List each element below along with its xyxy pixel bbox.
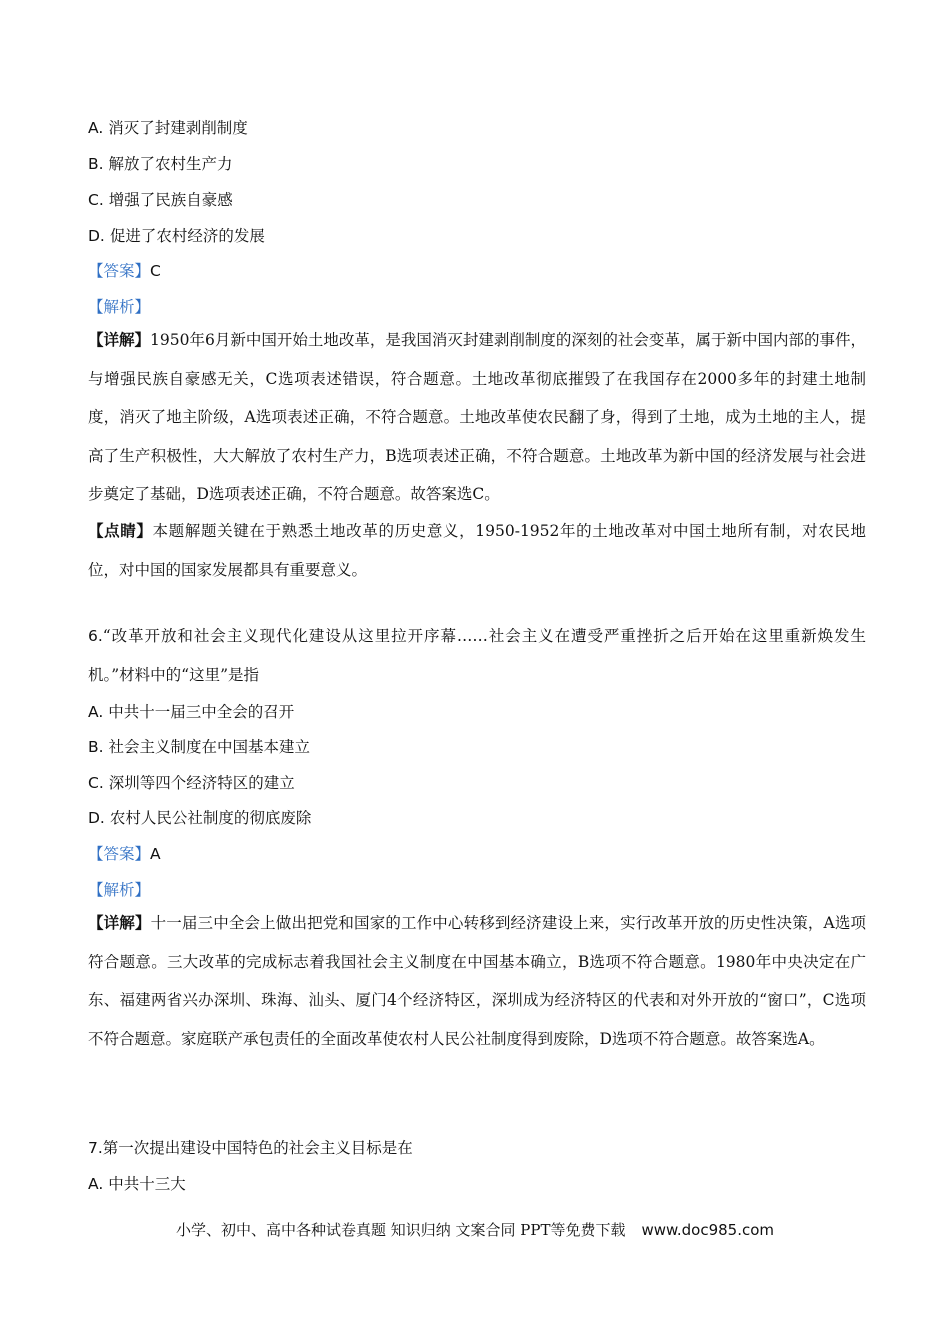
q6-option-a xyxy=(88,700,294,722)
option-text: 解放了农村生产力 xyxy=(108,155,233,173)
q6-answer xyxy=(88,842,161,864)
detail-tag: 【详解】 xyxy=(88,330,151,349)
option-text: 农村人民公社制度的彻底废除 xyxy=(109,809,312,827)
option-letter: C. xyxy=(88,191,104,209)
option-letter: A. xyxy=(88,1175,104,1193)
option-letter: B. xyxy=(88,155,104,173)
q6-stem xyxy=(88,617,866,694)
detail-text: 十一届三中全会上做出把党和国家的工作中心转移到经济建设上来，实行改革开放的历史性决策，A选项符合题意。三大改革的完成标志着我国社会主义制度在中国基本确立，B选项不符合题意。1980年中央决定在广东、福建两省兴办深圳、珠海、汕头、厦门4个经济特区，深圳成为经济特区的代表和对外开放的“窗口”，C选项不符合题意。家庭联产承包责任的全面改革使农村人民公社制度得到废除，D选项不符合题意。故答案选A。 xyxy=(88,914,866,1048)
analysis-tag: 【解析】 xyxy=(88,881,151,899)
q6-detail xyxy=(88,904,866,1058)
option-letter: D. xyxy=(88,227,105,245)
footer-url[interactable]: www.doc985.com xyxy=(641,1221,775,1239)
option-text: 深圳等四个经济特区的建立 xyxy=(108,774,295,792)
option-letter: B. xyxy=(88,738,104,756)
q5-option-b xyxy=(88,152,233,174)
q6-analysis-tag xyxy=(88,878,150,900)
q5-analysis-tag xyxy=(88,295,150,317)
detail-tag: 【详解】 xyxy=(88,913,151,932)
q5-detail xyxy=(88,321,866,514)
page-footer xyxy=(0,1219,950,1240)
analysis-tag: 【解析】 xyxy=(88,298,151,316)
question-number: 7. xyxy=(88,1139,103,1157)
answer-value: A xyxy=(150,845,161,863)
option-letter: A. xyxy=(88,119,104,137)
q5-option-d xyxy=(88,224,265,246)
q5-option-a xyxy=(88,116,248,138)
option-text: 社会主义制度在中国基本建立 xyxy=(108,738,311,756)
q7-option-a xyxy=(88,1172,186,1194)
option-text: 中共十一届三中全会的召开 xyxy=(108,703,295,721)
detail-text: 1950年6月新中国开始土地改革，是我国消灭封建剥削制度的深刻的社会变革，属于新中国内部的事件，与增强民族自豪感无关，C选项表述错误，符合题意。土地改革彻底摧毁了在我国存在2000多年的封建土地制度，消灭了地主阶级，A选项表述正确，不符合题意。土地改革使农民翻了身，得到了土地，成为土地的主人，提高了生产积极性，大大解放了农村生产力，B选项表述正确，不符合题意。土地改革为新中国的经济发展与社会进步奠定了基础，D选项表述正确，不符合题意。故答案选C。 xyxy=(88,331,866,503)
question-text: 第一次提出建设中国特色的社会主义目标是在 xyxy=(102,1139,413,1157)
option-text: 促进了农村经济的发展 xyxy=(109,227,265,245)
answer-value: C xyxy=(150,262,161,280)
q6-option-d xyxy=(88,806,311,828)
q5-comment xyxy=(88,512,866,589)
comment-text: 本题解题关键在于熟悉土地改革的历史意义，1950-1952年的土地改革对中国土地所有制，对农民地位，对中国的国家发展都具有重要意义。 xyxy=(88,522,866,579)
option-letter: D. xyxy=(88,809,105,827)
question-number: 6. xyxy=(88,627,103,645)
answer-tag: 【答案】 xyxy=(88,845,151,863)
q6-option-b xyxy=(88,735,310,757)
comment-tag: 【点睛】 xyxy=(88,521,153,540)
option-text: 增强了民族自豪感 xyxy=(108,191,233,209)
option-text: 中共十三大 xyxy=(108,1175,186,1193)
option-text: 消灭了封建剥削制度 xyxy=(108,119,248,137)
question-text: “改革开放和社会主义现代化建设从这里拉开序幕……社会主义在遭受严重挫折之后开始在这里重新焕发生机。”材料中的“这里”是指 xyxy=(88,627,866,684)
option-letter: A. xyxy=(88,703,104,721)
q5-option-c xyxy=(88,188,233,210)
option-letter: C. xyxy=(88,774,104,792)
q5-answer xyxy=(88,259,161,281)
q6-option-c xyxy=(88,771,295,793)
answer-tag: 【答案】 xyxy=(88,262,151,280)
footer-text: 小学、初中、高中各种试卷真题 知识归纳 文案合同 PPT等免费下载 xyxy=(175,1221,626,1239)
q7-stem xyxy=(88,1136,413,1158)
